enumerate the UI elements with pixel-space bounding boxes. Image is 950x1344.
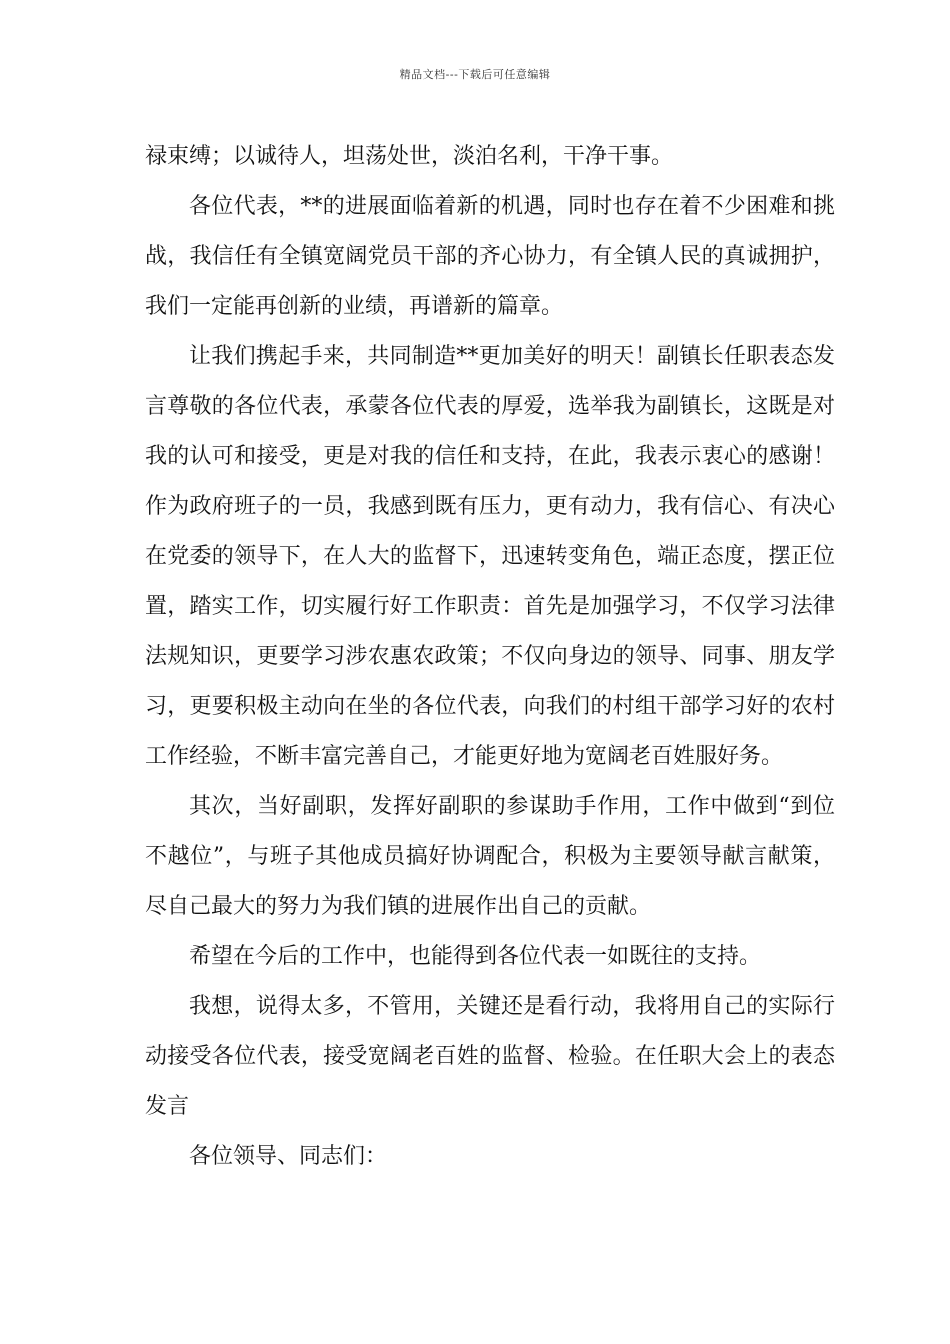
paragraph-2: 各位代表，**的进展面临着新的机遇，同时也存在着不少困难和挑战，我信任有全镇宽阔党员干部的齐心协力，有全镇人民的真诚拥护，我们一定能再创新的业绩，再谱新的篇章。 (145, 194, 835, 319)
paragraph-7: 各位领导、同志们： (189, 1144, 388, 1169)
paragraph-3: 让我们携起手来，共同制造**更加美好的明天！副镇长任职表态发言尊敬的各位代表，承蒙各位代表的厚爱，选举我为副镇长，这既是对我的认可和接受，更是对我的信任和支持，在此，我表示衷心的感谢！作为政府班子的一员，我感到既有压力，更有动力，我有信心、有决心在党委的领导下，在人大的监督下，迅速转变角色，端正态度，摆正位置，踏实工作，切实履行好工作职责：首先是加强学习，不仅学习法律法规知识，更要学习涉农惠农政策；不仅向身边的领导、同事、朋友学习，更要积极主动向在坐的各位代表，向我们的村组干部学习好的农村工作经验，不断丰富完善自己，才能更好地为宽阔老百姓服好务。 (145, 344, 835, 769)
paragraph-1: 禄束缚；以诚待人，坦荡处世，淡泊名利，干净干事。 (145, 144, 674, 169)
paragraph-4: 其次，当好副职，发挥好副职的参谋助手作用，工作中做到“到位不越位”，与班子其他成员搞好协调配合，积极为主要领导献言献策，尽自己最大的努力为我们镇的进展作出自己的贡献。 (145, 794, 835, 919)
page-header: 精品文档---下载后可任意编辑 (399, 68, 551, 81)
document-body (145, 132, 835, 1182)
paragraph-5: 希望在今后的工作中，也能得到各位代表一如既往的支持。 (189, 944, 762, 969)
paragraph-6: 我想，说得太多，不管用，关键还是看行动，我将用自己的实际行动接受各位代表，接受宽阔老百姓的监督、检验。在任职大会上的表态发言 (145, 994, 835, 1119)
